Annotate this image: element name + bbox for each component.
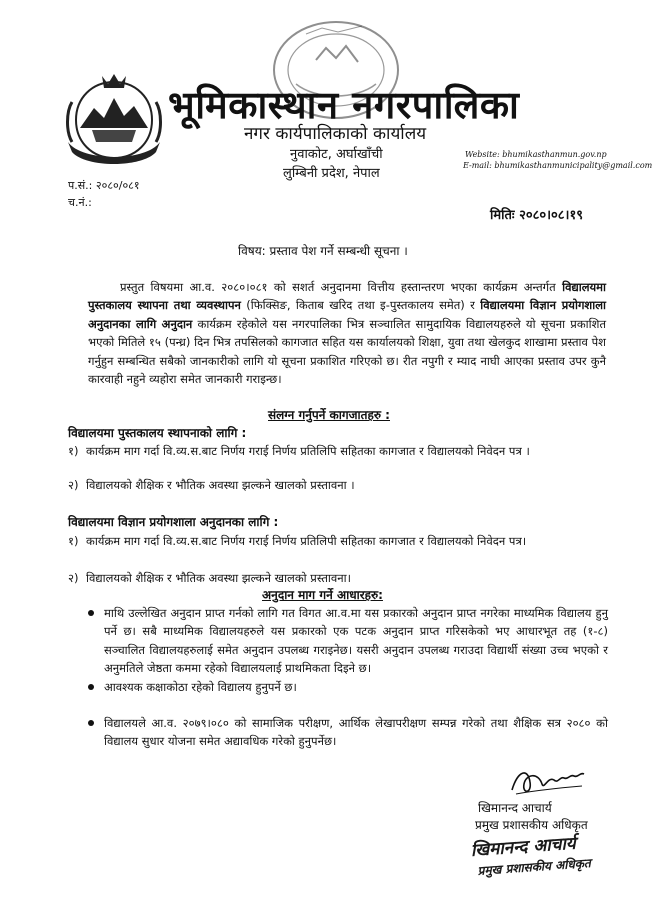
name-stamp: खिमानन्द आचार्य [470,833,577,861]
science-item-1 [68,532,606,551]
item-number: २) [68,478,79,492]
handwritten-signature [508,764,588,798]
bullet-dot [88,610,94,616]
nepal-emblem-logo [62,72,166,170]
address-line-1: नुवाकोट, अर्घाखाँची [290,147,383,162]
item-text: विद्यालयको शैक्षिक र भौतिक अवस्था झल्कने खालको प्रस्तावना। [86,571,351,585]
criteria-item-2 [88,678,608,696]
criteria-text: माथि उल्लेखित अनुदान प्राप्त गर्नको लागि गत विगत आ.व.मा यस प्रकारको अनुदान प्राप्त नगरेका माध्यमिक विद्यालय हुनु पर्ने छ। सबै माध्यमिक विद्यालयहरुले यस प्रकारको एक पटक अनुदान प्राप्त गरिसकेको भए आधारभूत तह (१-८) सञ्चालित विद्यालयहरुलाई समेत अनुदान उपलब्ध गराइनेछ। यसरी अनुदान उपलब्ध गराउदा विद्यार्थी संख्या उच्च भएको र अनुमतिले जेष्ठता कममा रहेको विद्यालयलाई प्राथमिकता दिइने छ। [104,606,608,676]
criteria-heading: अनुदान माग गर्ने आधारहरु: [262,588,383,602]
body-bold-2: विद्यालयमा विज्ञान प्रयोगशाला अनुदानका लागि अनुदान [88,298,606,331]
library-item-1 [68,442,606,461]
reference-number: प.सं.: २०८०/०८१ [68,179,140,192]
item-text: विद्यालयको शैक्षिक र भौतिक अवस्था झल्कने खालको प्रस्तावना । [86,478,355,492]
organization-name: भूमिकास्थान नगरपालिका [168,83,520,127]
body-bold-1: विद्यालयमा पुस्तकालय स्थापना तथा व्यवस्थापन [88,280,607,313]
item-number: २) [68,571,79,585]
library-section-title: विद्यालयमा पुस्तकालय स्थापनाको लागि : [68,426,247,440]
subject-line: विषय: प्रस्ताव पेश गर्ने सम्बन्धी सूचना । [238,244,408,258]
body-text-1: प्रस्तुत विषयमा आ.व. २०८०।०८१ को सशर्त अनुदानमा वित्तीय हस्तान्तरण भएका कार्यक्रम अन्तर्गत [120,280,556,294]
bullet-dot [88,684,94,690]
attachments-heading: संलग्न गर्नुपर्ने कागजातहरु : [268,408,390,422]
letter-date: मितिः २०८०।०८।१९ [490,208,584,223]
criteria-item-3 [88,714,608,751]
body-text-2: (फिक्सिङ, किताब खरिद तथा इ-पुस्तकालय समेत) र [246,298,475,313]
criteria-text: आवश्यक कक्षाकोठा रहेको विद्यालय हुनुपर्ने छ। [104,680,297,694]
item-number: १) [68,444,79,458]
signer-name: खिमानन्द आचार्य [478,801,552,815]
office-name: नगर कार्यपालिकाको कार्यालय [244,124,427,144]
item-number: १) [68,534,79,548]
bullet-dot [88,720,94,726]
library-item-2 [68,476,606,495]
science-section-title: विद्यालयमा विज्ञान प्रयोगशाला अनुदानका लागि : [68,515,279,529]
dispatch-number: च.नं.: [68,196,92,209]
criteria-item-1 [88,604,608,678]
address-line-2: लुम्बिनी प्रदेश, नेपाल [283,166,380,181]
body-text-3: कार्यक्रम रहेकोले यस नगरपालिका भित्र सञ्चालित सामुदायिक विद्यालयहरुले यो सूचना प्रकाशित भएको मितिले १५ (पन्ध्र) दिन भित्र तपसिलको कागजात सहित यस कार्यालयको शिक्षा, युवा तथा खेलकुद शाखामा प्रस्ताव पेश गर्नुहुन सम्बन्धित सबैको जानकारीको लागि यो सूचना प्रकाशित गरिएको छ। रीत नपुगी र म्याद नाघी आएका प्रस्ताव उपर कुनै कारवाही नहुने व्यहोरा समेत जानकारी गराइन्छ। [88,316,607,387]
item-text: कार्यक्रम माग गर्दा वि.व्य.स.बाट निर्णय गराई निर्णय प्रतिलिपी सहितका कागजात र विद्यालयको निवेदन पत्र। [86,534,527,548]
website-text: Website: bhumikasthanmun.gov.np [465,150,607,159]
body-paragraph [88,278,606,388]
title-stamp: प्रमुख प्रशासकीय अधिकृत [477,856,592,878]
item-text: कार्यक्रम माग गर्दा वि.व्य.स.बाट निर्णय गराई निर्णय प्रतिलिपि सहितका कागजात र विद्यालयको निवेदन पत्र । [86,444,530,458]
email-text: E-mail: bhumikasthanmunicipality@gmail.com [463,161,653,170]
criteria-text: विद्यालयले आ.व. २०७९।०८० को सामाजिक परीक्षण, आर्थिक लेखापरीक्षण सम्पन्न गरेको तथा शैक्षिक सत्र २०८० को विद्यालय सुधार योजना समेत अद्यावधिक गरेको हुनुपर्नेछ। [104,716,608,749]
signer-title: प्रमुख प्रशासकीय अधिकृत [475,818,588,832]
